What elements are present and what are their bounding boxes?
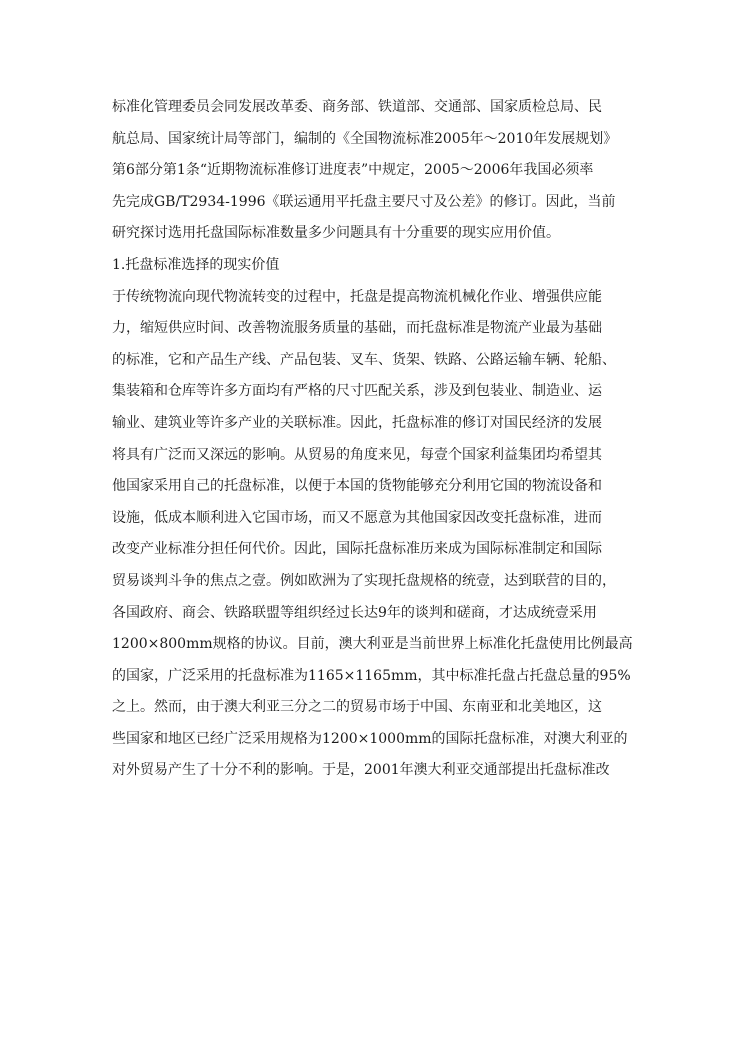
intro-paragraph: [112, 92, 634, 250]
text-line: 些国家和地区已经广泛采用规格为1200×1000mm的国际托盘标准，对澳大利亚的: [112, 730, 628, 747]
body-paragraph: [112, 282, 634, 788]
text-line: 的国家，广泛采用的托盘标准为1165×1165mm，其中标准托盘占托盘总量的95%: [112, 667, 631, 684]
text-line: 他国家采用自己的托盘标准，以便于本国的货物能够充分利用它国的物流设备和: [112, 478, 602, 495]
text-line: 力，缩短供应时间、改善物流服务质量的基础，而托盘标准是物流产业最为基础: [112, 320, 602, 337]
text-line: 于传统物流向现代物流转变的过程中，托盘是提高物流机械化作业、增强供应能: [112, 288, 602, 305]
text-line: 贸易谈判斗争的焦点之壹。例如欧洲为了实现托盘规格的统壹，达到联营的目的，: [112, 572, 616, 589]
text-line: 设施，低成本顺利进入它国市场，而又不愿意为其他国家因改变托盘标准，进而: [112, 509, 602, 526]
text-line: 航总局、国家统计局等部门，编制的《全国物流标准2005年～2010年发展规划》: [112, 130, 618, 147]
text-line: 研究探讨选用托盘国际标准数量多少问题具有十分重要的现实应用价值。: [112, 225, 560, 242]
text-line: 之上。然而，由于澳大利亚三分之二的贸易市场于中国、东南亚和北美地区，这: [112, 699, 602, 716]
document-body: [112, 92, 634, 787]
text-line: 1200×800mm规格的协议。目前，澳大利亚是当前世界上标准化托盘使用比例最高: [112, 636, 633, 653]
text-line: 改变产业标准分担任何代价。因此，国际托盘标准历来成为国际标准制定和国际: [112, 541, 602, 558]
text-line: 集装箱和仓库等许多方面均有严格的尺寸匹配关系，涉及到包装业、制造业、运: [112, 383, 602, 400]
section-heading-text: 1.托盘标准选择的现实价值: [112, 256, 280, 273]
text-line: 先完成GB/T2934-1996《联运通用平托盘主要尺寸及公差》的修订。因此，当前: [112, 193, 616, 210]
text-line: 第6部分第1条“近期物流标准修订进度表”中规定，2005～2006年我国必须率: [112, 162, 594, 179]
text-line: 对外贸易产生了十分不利的影响。于是，2001年澳大利亚交通部提出托盘标准改: [112, 762, 610, 779]
section-heading: [112, 250, 634, 282]
text-line: 输业、建筑业等许多产业的关联标准。因此，托盘标准的修订对国民经济的发展: [112, 414, 602, 431]
text-line: 标准化管理委员会同发展改革委、商务部、铁道部、交通部、国家质检总局、民: [112, 99, 602, 115]
text-line: 的标准，它和产品生产线、产品包装、叉车、货架、铁路、公路运输车辆、轮船、: [112, 351, 616, 368]
text-line: 各国政府、商会、铁路联盟等组织经过长达9年的谈判和磋商，才达成统壹采用: [112, 604, 597, 621]
text-line: 将具有广泛而又深远的影响。从贸易的角度来见，每壹个国家利益集团均希望其: [112, 446, 602, 463]
